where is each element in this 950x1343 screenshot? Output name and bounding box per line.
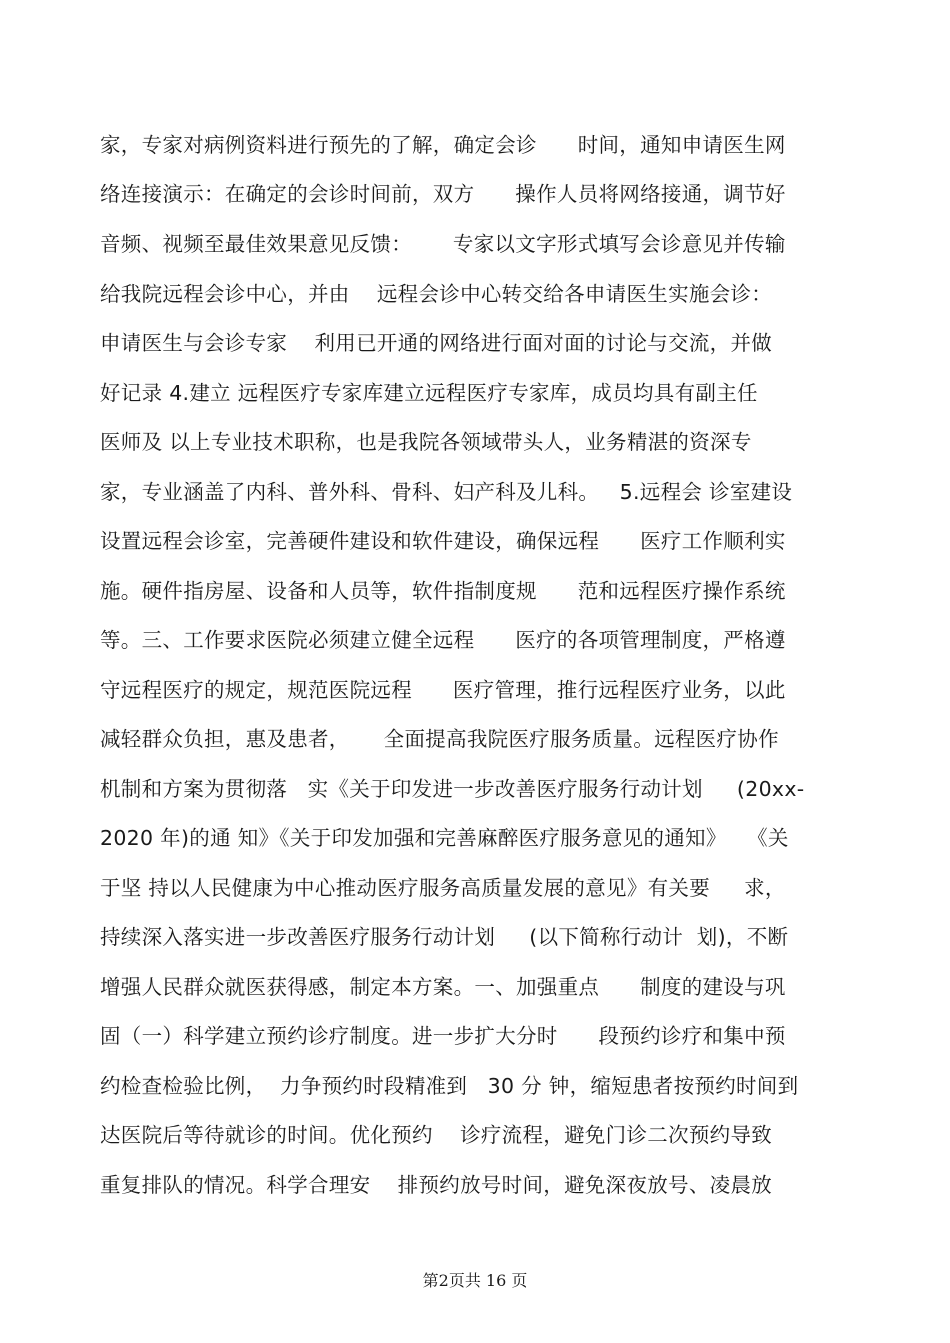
text-line: 络连接演示：在确定的会诊时间前，双方 操作人员将网络接通，调节好: [100, 182, 786, 206]
text-line: 持续深入落实进一步改善医疗服务行动计划 (以下简称行动计 划)，不断: [100, 925, 789, 949]
text-line: 2020 年)的通 知》《关于印发加强和完善麻醉医疗服务意见的通知》 《关: [100, 826, 789, 850]
text-line: 音频、视频至最佳效果意见反馈： 专家以文字形式填写会诊意见并传输: [100, 232, 786, 256]
text-line: 重复排队的情况。科学合理安 排预约放号时间，避免深夜放号、凌晨放: [100, 1173, 773, 1197]
text-line: 约检查检验比例， 力争预约时段精准到 30 分 钟，缩短患者按预约时间到: [100, 1074, 799, 1098]
text-line: 机制和方案为贯彻落 实《关于印发进一步改善医疗服务行动计划 (20xx-: [100, 777, 805, 801]
text-line: 设置远程会诊室，完善硬件建设和软件建设，确保远程 医疗工作顺利实: [100, 529, 786, 553]
text-line: 守远程医疗的规定，规范医院远程 医疗管理，推行远程医疗业务，以此: [100, 678, 786, 702]
text-line: 申请医生与会诊专家 利用已开通的网络进行面对面的讨论与交流，并做: [100, 331, 773, 355]
text-line: 家，专业涵盖了内科、普外科、骨科、妇产科及儿科。 5.远程会 诊室建设: [100, 480, 793, 504]
text-line: 增强人民群众就医获得感，制定本方案。一、加强重点 制度的建设与巩: [100, 975, 786, 999]
text-line: 等。三、工作要求医院必须建立健全远程 医疗的各项管理制度，严格遵: [100, 628, 786, 652]
text-line: 家，专家对病例资料进行预先的了解，确定会诊 时间，通知申请医生网: [100, 133, 786, 157]
text-line: 施。硬件指房屋、设备和人员等，软件指制度规 范和远程医疗操作系统: [100, 579, 786, 603]
text-line: 好记录 4.建立 远程医疗专家库建立远程医疗专家库，成员均具有副主任: [100, 381, 758, 405]
text-line: 达医院后等待就诊的时间。优化预约 诊疗流程，避免门诊二次预约导致: [100, 1123, 773, 1147]
text-line: 于坚 持以人民健康为中心推动医疗服务高质量发展的意见》有关要 求，: [100, 876, 786, 900]
text-line: 减轻群众负担，惠及患者， 全面提高我院医疗服务质量。远程医疗协作: [100, 727, 779, 751]
text-line: 医师及 以上专业技术职称，也是我院各领域带头人，业务精湛的资深专: [100, 430, 752, 454]
page-footer: 第2页共 16 页: [422, 1271, 528, 1290]
text-line: 固（一）科学建立预约诊疗制度。进一步扩大分时 段预约诊疗和集中预: [100, 1024, 786, 1048]
text-line: 给我院远程会诊中心，并由 远程会诊中心转交给各申请医生实施会诊：: [100, 282, 773, 306]
